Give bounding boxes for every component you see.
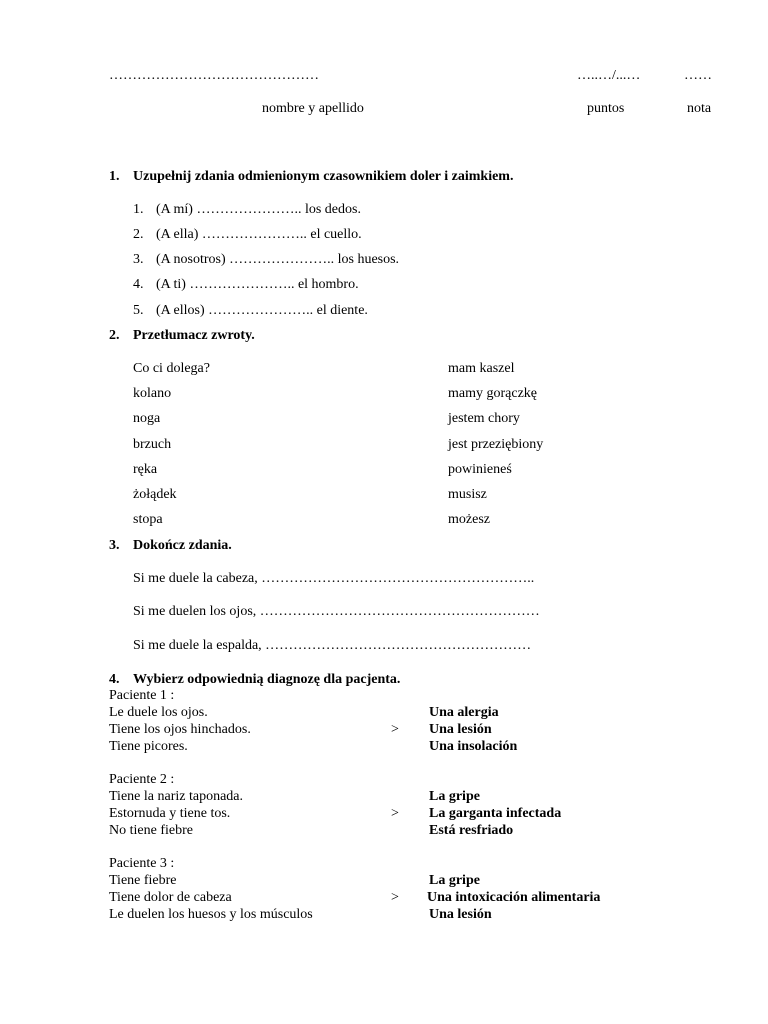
patient-symptom: Tiene dolor de cabeza [109,890,232,905]
translate-right-item: mam kaszel [448,361,515,376]
patient-label: Paciente 2 : [109,772,175,787]
translate-left-item: stopa [133,512,163,527]
section3-title: Dokończ zdania. [133,538,232,553]
name-label: nombre y apellido [262,101,364,116]
patient-label: Paciente 1 : [109,688,175,703]
translate-right-item: powinieneś [448,462,512,477]
translate-right-item: musisz [448,487,487,502]
patient-symptom: No tiene fiebre [109,823,193,838]
section1-item-number: 2. [133,227,144,242]
section1-item-number: 4. [133,277,144,292]
diagnosis-option: La gripe [429,873,480,888]
translate-left-item: brzuch [133,437,172,452]
complete-sentence-line: Si me duele la cabeza, ………………………………………………….. [133,571,535,586]
diagnosis-option: Una intoxicación alimentaria [427,890,601,905]
patient-symptom: Le duele los ojos. [109,705,208,720]
grade-blank: …… [684,68,712,83]
patient-label: Paciente 3 : [109,856,175,871]
translate-right-item: możesz [448,512,490,527]
section4-title: Wybierz odpowiednią diagnozę dla pacjenta. [133,672,401,687]
patient-symptom: Tiene la nariz taponada. [109,789,243,804]
section1-item-text: (A mí) ………………….. los dedos. [156,202,361,217]
section1-number: 1. [109,169,120,184]
translate-right-item: jestem chory [448,411,520,426]
section1-title: Uzupełnij zdania odmienionym czasownikiem doler i zaimkiem. [133,169,514,184]
diagnosis-option: La garganta infectada [429,806,562,821]
section1-item-text: (A ella) ………………….. el cuello. [156,227,362,242]
arrow-marker: > [391,722,399,737]
diagnosis-option: Una lesión [429,907,492,922]
name-blank: ……………………………………… [109,68,319,83]
points-blank: …..…/...… [577,68,641,83]
translate-left-item: żołądek [133,487,177,502]
arrow-marker: > [391,806,399,821]
section4-number: 4. [109,672,120,687]
section1-item-number: 1. [133,202,144,217]
diagnosis-option: Está resfriado [429,823,514,838]
section2-title: Przetłumacz zwroty. [133,328,255,343]
patient-symptom: Estornuda y tiene tos. [109,806,231,821]
patient-symptom: Tiene los ojos hinchados. [109,722,251,737]
translate-left-item: Co ci dolega? [133,361,210,376]
complete-sentence-line: Si me duele la espalda, ………………………………………………… [133,638,532,653]
diagnosis-option: Una alergia [429,705,499,720]
section1-item-number: 5. [133,303,144,318]
diagnosis-option: Una insolación [429,739,518,754]
patient-symptom: Le duelen los huesos y los músculos [109,907,313,922]
diagnosis-option: Una lesión [429,722,492,737]
section1-item-text: (A nosotros) ………………….. los huesos. [156,252,400,267]
section1-item-text: (A ti) ………………….. el hombro. [156,277,359,292]
translate-left-item: ręka [133,462,158,477]
patient-symptom: Tiene picores. [109,739,188,754]
section3-number: 3. [109,538,120,553]
arrow-marker: > [391,890,399,905]
points-label: puntos [587,101,625,116]
translate-right-item: jest przeziębiony [448,437,544,452]
grade-label: nota [687,101,712,116]
section2-number: 2. [109,328,120,343]
diagnosis-option: La gripe [429,789,480,804]
section1-item-number: 3. [133,252,144,267]
section1-item-text: (A ellos) ………………….. el diente. [156,303,368,318]
patient-symptom: Tiene fiebre [109,873,177,888]
translate-right-item: mamy gorączkę [448,386,538,401]
complete-sentence-line: Si me duelen los ojos, …………………………………………………… [133,604,540,619]
translate-left-item: noga [133,411,161,426]
translate-left-item: kolano [133,386,172,401]
